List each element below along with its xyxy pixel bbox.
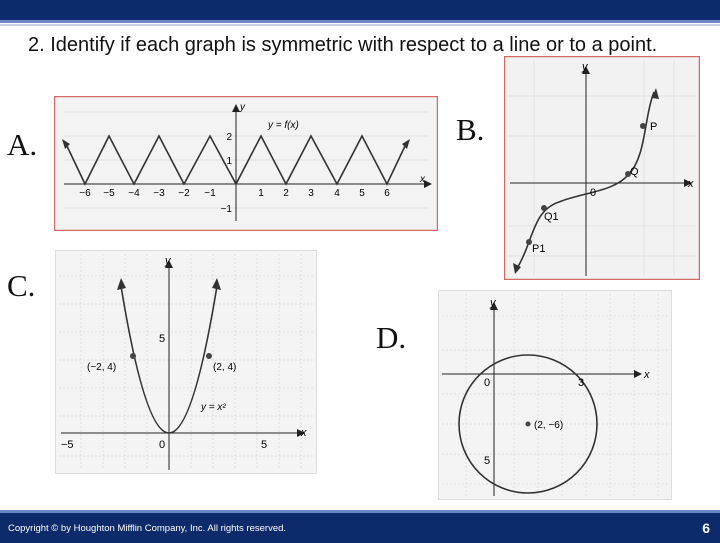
graph-a-tick-label: 3 bbox=[308, 188, 314, 199]
graph-a-tick-label: −2 bbox=[178, 188, 190, 199]
graph-c-func-label: y = x² bbox=[201, 402, 226, 413]
top-divider bbox=[0, 24, 720, 26]
graph-a-tick-label: −1 bbox=[204, 188, 216, 199]
graph-a-tick-label: 4 bbox=[334, 188, 340, 199]
graph-d-tick-label: 5 bbox=[484, 455, 491, 467]
graph-a-tick-label: 1 bbox=[258, 188, 264, 199]
page-number: 6 bbox=[702, 520, 710, 536]
graph-c-tick-label: 5 bbox=[261, 439, 268, 451]
graph-d-x-label: x bbox=[644, 369, 650, 381]
graph-b-label-q: Q bbox=[630, 166, 639, 178]
graph-a-tick-label: 2 bbox=[283, 188, 289, 199]
graph-b-y-label: y bbox=[582, 61, 588, 73]
graph-c-label-left: (−2, 4) bbox=[87, 362, 117, 373]
graph-d-center-label: (2, −6) bbox=[534, 420, 564, 431]
graph-c-point-left bbox=[130, 353, 136, 359]
graph-c-tick-label: −5 bbox=[61, 439, 74, 451]
graph-c-label-right: (2, 4) bbox=[213, 362, 237, 373]
graph-b-point-p bbox=[640, 123, 646, 129]
graph-a-tick-label: −3 bbox=[153, 188, 165, 199]
graph-b-origin-label: 0 bbox=[590, 187, 597, 199]
copyright-text: Copyright © by Houghton Mifflin Company, Inc. All rights reserved. bbox=[8, 523, 287, 534]
graph-a-tick-label: 2 bbox=[226, 132, 232, 143]
footer-bar bbox=[0, 510, 720, 543]
graph-b bbox=[504, 56, 700, 280]
graph-c-y-label: y bbox=[165, 255, 171, 267]
graph-d bbox=[438, 290, 672, 500]
graph-c-point-right bbox=[206, 353, 212, 359]
graph-a-tick-label: −4 bbox=[128, 188, 140, 199]
graph-a-y-label: y bbox=[240, 102, 245, 113]
label-a: A. bbox=[7, 127, 38, 162]
graph-d-tick-label: 3 bbox=[578, 377, 585, 389]
graph-d-y-label: y bbox=[490, 297, 496, 309]
graph-c-tick-label: 5 bbox=[159, 333, 166, 345]
graph-c-x-label: x bbox=[301, 427, 307, 439]
graph-b-label-q1: Q1 bbox=[544, 211, 559, 223]
graph-c-tick-label: 0 bbox=[159, 439, 166, 451]
graph-a-tick-label: 1 bbox=[226, 156, 232, 167]
graph-c bbox=[55, 250, 317, 474]
graph-b-label-p: P bbox=[650, 121, 658, 133]
graph-a-tick-label: −5 bbox=[103, 188, 115, 199]
graph-d-frame bbox=[439, 291, 672, 500]
label-b: B. bbox=[456, 112, 485, 147]
graph-a-tick-label: 5 bbox=[359, 188, 365, 199]
graph-a bbox=[54, 96, 438, 231]
graph-b-label-p1: P1 bbox=[532, 243, 546, 255]
graph-a-tick-label: 6 bbox=[384, 188, 390, 199]
graph-a-func-label: y = f(x) bbox=[268, 120, 299, 131]
label-d: D. bbox=[376, 320, 407, 355]
graph-a-tick-label: −1 bbox=[220, 204, 232, 215]
label-c: C. bbox=[7, 268, 36, 303]
graph-d-center-point bbox=[526, 422, 531, 427]
top-bar bbox=[0, 0, 720, 23]
graph-a-x-label: x bbox=[420, 174, 425, 185]
slide-title: 2. Identify if each graph is symmetric with respect to a line or to a point. bbox=[28, 34, 658, 56]
graph-a-tick-label: −6 bbox=[79, 188, 91, 199]
graph-d-origin-label: 0 bbox=[484, 377, 491, 389]
graph-b-x-label: x bbox=[688, 178, 694, 190]
